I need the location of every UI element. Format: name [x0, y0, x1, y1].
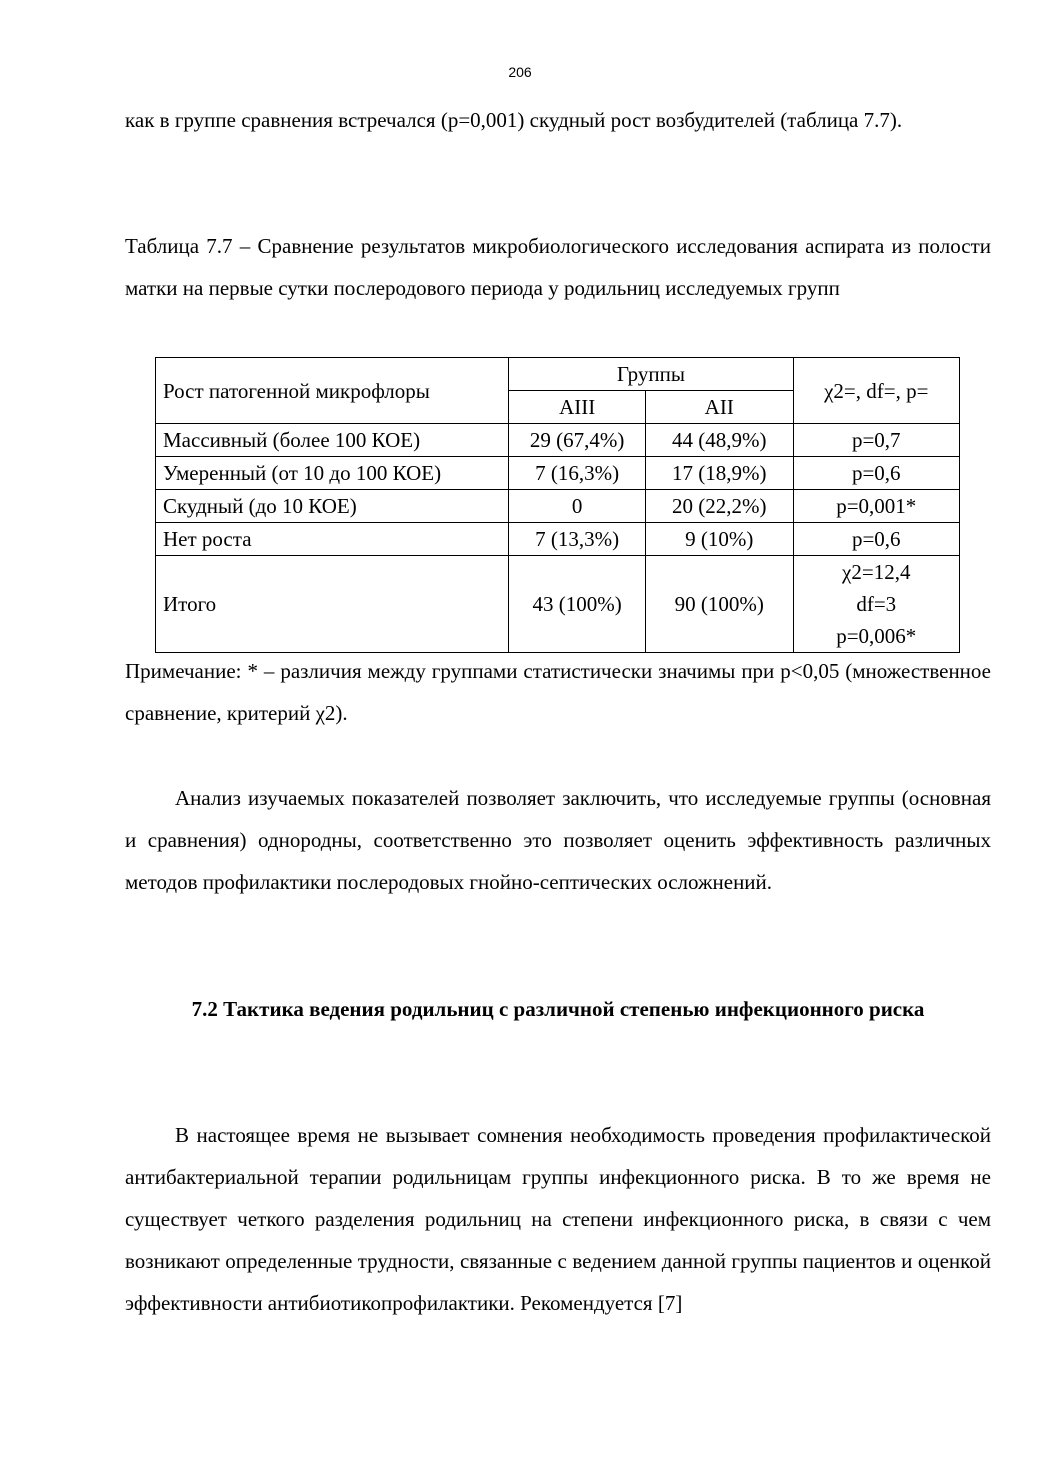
table-row [156, 523, 960, 556]
total-stat-chi: χ2=12,4 [842, 560, 911, 584]
body-paragraph: В настоящее время не вызывает сомнения необходимость проведения профилактической антибактериальной терапии родильницам группы инфекционного риска. В то же время не существует четкого разделения родильниц на степени инфекционного риска, в связи с чем возникают определенные трудности, связанные с ведением данной группы пациентов и оценкой эффективности антибиотикопрофилактики. Рекомендуется [7] [125, 1123, 991, 1315]
intro-paragraph: как в группе сравнения встречался (р=0,001) скудный рост возбудителей (таблица 7.7). [125, 108, 903, 132]
header-groups: Группы [509, 358, 793, 391]
row-label: Умеренный (от 10 до 100 КОЕ) [156, 457, 509, 490]
row-stat: p=0,6 [793, 523, 960, 556]
row-group-2: 9 (10%) [645, 523, 793, 556]
header-stat: χ2=, df=, p= [793, 358, 960, 424]
row-group-2: 44 (48,9%) [645, 424, 793, 457]
table-note: Примечание: * – различия между группами статистически значимы при p<0,05 (множественное сравнение, критерий χ2). [125, 659, 991, 725]
row-group-1: 0 [509, 490, 646, 523]
header-group-1: АIII [509, 391, 646, 424]
total-stat-p: p=0,006* [836, 624, 917, 648]
total-group-2: 90 (100%) [645, 556, 793, 653]
analysis-paragraph: Анализ изучаемых показателей позволяет заключить, что исследуемые группы (основная и сравнения) однородны, соответственно это позволяет оценить эффективность различных методов профилактики послеродовых гнойно-септических осложнений. [125, 786, 991, 894]
row-group-1: 7 (13,3%) [509, 523, 646, 556]
table-caption: Таблица 7.7 – Сравнение результатов микробиологического исследования аспирата из полости матки на первые сутки послеродового периода у родильниц исследуемых групп [125, 234, 991, 300]
row-label: Нет роста [156, 523, 509, 556]
total-stat-df: df=3 [856, 592, 897, 616]
table-header-row [156, 358, 960, 391]
page-number: 206 [508, 64, 532, 80]
row-group-2: 17 (18,9%) [645, 457, 793, 490]
row-stat: p=0,7 [793, 424, 960, 457]
row-stat: p=0,6 [793, 457, 960, 490]
table-row [156, 490, 960, 523]
row-label: Скудный (до 10 КОЕ) [156, 490, 509, 523]
row-stat: p=0,001* [793, 490, 960, 523]
table-row [156, 457, 960, 490]
total-group-1: 43 (100%) [509, 556, 646, 653]
results-table [155, 357, 960, 653]
table-total-row [156, 556, 960, 653]
header-group-2: АII [645, 391, 793, 424]
row-group-2: 20 (22,2%) [645, 490, 793, 523]
row-group-1: 29 (67,4%) [509, 424, 646, 457]
total-stat [793, 556, 960, 653]
row-label: Массивный (более 100 КОЕ) [156, 424, 509, 457]
table-row [156, 424, 960, 457]
total-label: Итого [156, 556, 509, 653]
section-heading: 7.2 Тактика ведения родильниц с различной степенью инфекционного риска [191, 997, 925, 1021]
header-row-label: Рост патогенной микрофлоры [156, 358, 509, 424]
row-group-1: 7 (16,3%) [509, 457, 646, 490]
